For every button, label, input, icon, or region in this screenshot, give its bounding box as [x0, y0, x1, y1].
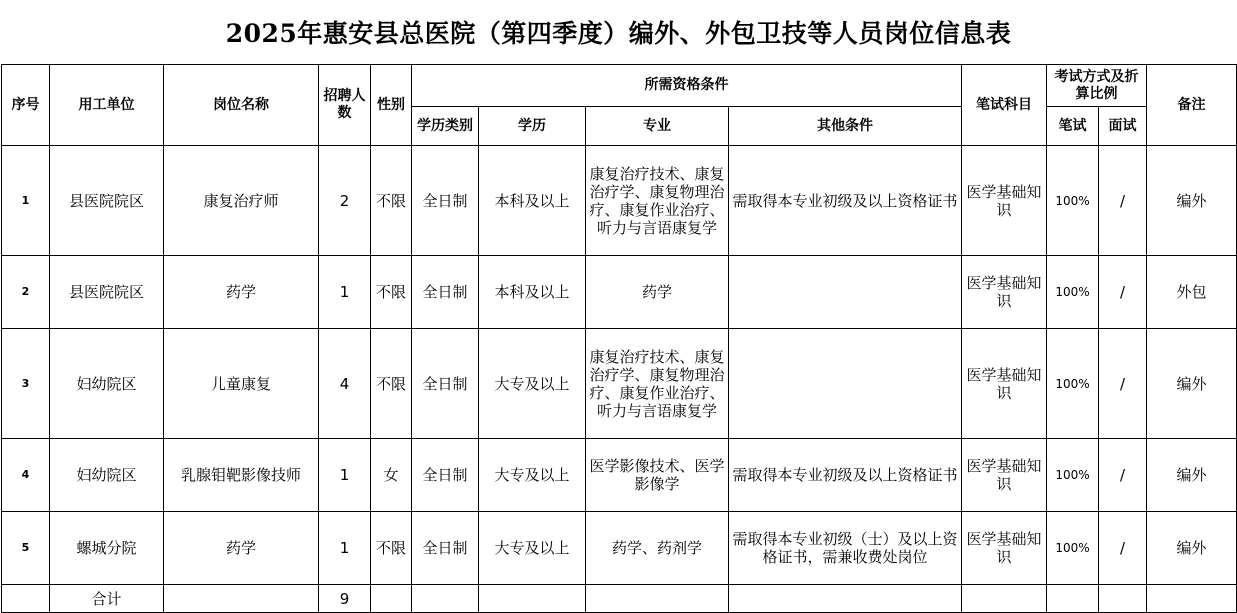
cell-gender: 不限 [371, 512, 412, 585]
cell-seq: 2 [2, 256, 50, 329]
cell-exam-subject: 医学基础知识 [962, 256, 1047, 329]
cell-position: 康复治疗师 [164, 146, 319, 256]
cell-gender: 不限 [371, 329, 412, 439]
cell-unit: 妇幼院区 [50, 329, 164, 439]
cell-major: 药学 [586, 256, 729, 329]
cell-seq: 1 [2, 146, 50, 256]
cell-written: 100% [1047, 329, 1099, 439]
header-exam-subject: 笔试科目 [962, 65, 1047, 146]
cell-major: 康复治疗技术、康复治疗学、康复物理治疗、康复作业治疗、听力与言语康复学 [586, 146, 729, 256]
cell-other: 需取得本专业初级（士）及以上资格证书，需兼收费处岗位 [729, 512, 962, 585]
cell-position: 儿童康复 [164, 329, 319, 439]
table-row [2, 256, 1237, 329]
total-count: 9 [319, 585, 371, 613]
cell-education: 本科及以上 [479, 256, 586, 329]
cell-seq: 3 [2, 329, 50, 439]
cell-education: 大专及以上 [479, 512, 586, 585]
header-unit: 用工单位 [50, 65, 164, 146]
cell-other: 需取得本专业初级及以上资格证书 [729, 439, 962, 512]
cell-remark: 编外 [1147, 439, 1237, 512]
cell-seq: 5 [2, 512, 50, 585]
header-position: 岗位名称 [164, 65, 319, 146]
cell-written: 100% [1047, 146, 1099, 256]
cell-edu-type: 全日制 [412, 512, 479, 585]
table-row [2, 146, 1237, 256]
cell-edu-type: 全日制 [412, 329, 479, 439]
cell-education: 本科及以上 [479, 146, 586, 256]
cell-position: 药学 [164, 512, 319, 585]
cell-education: 大专及以上 [479, 329, 586, 439]
header-count: 招聘人数 [319, 65, 371, 146]
cell-written: 100% [1047, 512, 1099, 585]
cell-remark: 编外 [1147, 146, 1237, 256]
header-education: 学历 [479, 107, 586, 146]
header-seq: 序号 [2, 65, 50, 146]
cell-unit: 县医院院区 [50, 146, 164, 256]
table-row [2, 329, 1237, 439]
cell-exam-subject: 医学基础知识 [962, 329, 1047, 439]
cell-position: 药学 [164, 256, 319, 329]
cell-interview: / [1099, 512, 1147, 585]
header-exam-method: 考试方式及折算比例 [1047, 65, 1147, 107]
cell-edu-type: 全日制 [412, 146, 479, 256]
cell-exam-subject: 医学基础知识 [962, 439, 1047, 512]
position-table [1, 64, 1237, 613]
cell-other [729, 256, 962, 329]
table-row [2, 439, 1237, 512]
cell-other: 需取得本专业初级及以上资格证书 [729, 146, 962, 256]
table-row [2, 512, 1237, 585]
cell-gender: 不限 [371, 146, 412, 256]
cell-unit: 县医院院区 [50, 256, 164, 329]
cell-position: 乳腺钼靶影像技师 [164, 439, 319, 512]
cell-other [729, 329, 962, 439]
cell-count: 1 [319, 512, 371, 585]
cell-interview: / [1099, 329, 1147, 439]
total-label: 合计 [50, 585, 164, 613]
cell-interview: / [1099, 439, 1147, 512]
cell-exam-subject: 医学基础知识 [962, 146, 1047, 256]
cell-exam-subject: 医学基础知识 [962, 512, 1047, 585]
header-edu-type: 学历类别 [412, 107, 479, 146]
cell-gender: 女 [371, 439, 412, 512]
cell-major: 康复治疗技术、康复治疗学、康复物理治疗、康复作业治疗、听力与言语康复学 [586, 329, 729, 439]
cell-remark: 编外 [1147, 512, 1237, 585]
header-major: 专业 [586, 107, 729, 146]
page-title: 2025年惠安县总医院（第四季度）编外、外包卫技等人员岗位信息表 [225, 19, 1012, 48]
cell-major: 药学、药剂学 [586, 512, 729, 585]
header-remark: 备注 [1147, 65, 1237, 146]
cell-edu-type: 全日制 [412, 256, 479, 329]
cell-gender: 不限 [371, 256, 412, 329]
cell-interview: / [1099, 256, 1147, 329]
cell-count: 2 [319, 146, 371, 256]
cell-seq: 4 [2, 439, 50, 512]
cell-written: 100% [1047, 439, 1099, 512]
total-row [2, 585, 1237, 613]
cell-written: 100% [1047, 256, 1099, 329]
cell-remark: 编外 [1147, 329, 1237, 439]
header-qualifications: 所需资格条件 [412, 65, 962, 107]
cell-count: 4 [319, 329, 371, 439]
cell-count: 1 [319, 439, 371, 512]
cell-remark: 外包 [1147, 256, 1237, 329]
header-written: 笔试 [1047, 107, 1099, 146]
header-gender: 性别 [371, 65, 412, 146]
cell-interview: / [1099, 146, 1147, 256]
cell-edu-type: 全日制 [412, 439, 479, 512]
header-interview: 面试 [1099, 107, 1147, 146]
header-other: 其他条件 [729, 107, 962, 146]
cell-education: 大专及以上 [479, 439, 586, 512]
cell-count: 1 [319, 256, 371, 329]
cell-unit: 螺城分院 [50, 512, 164, 585]
cell-major: 医学影像技术、医学影像学 [586, 439, 729, 512]
cell-unit: 妇幼院区 [50, 439, 164, 512]
